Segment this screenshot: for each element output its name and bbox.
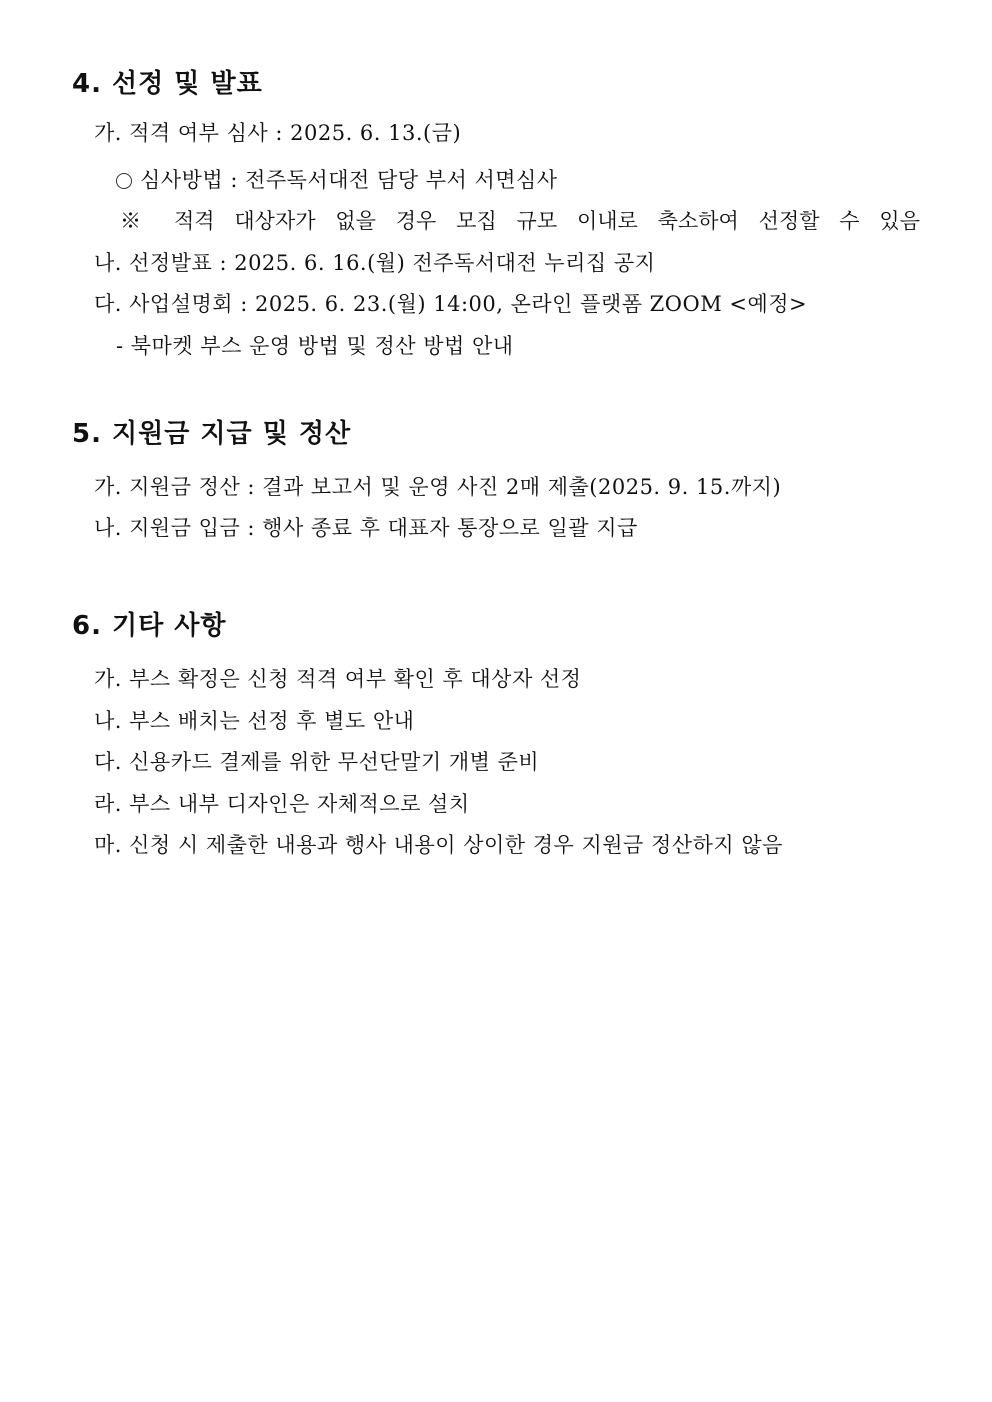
section-4-review-method — [116, 166, 558, 194]
section-5-title: 5. 지원금 지급 및 정산 — [72, 419, 352, 449]
section-4-dash-item: - 북마켓 부스 운영 방법 및 정산 방법 안내 — [116, 334, 514, 358]
section-4-item-ga: 가. 적격 여부 심사 : 2025. 6. 13.(금) — [94, 121, 462, 145]
section-4-note: ※ 적격 대상자가 없을 경우 모집 규모 이내로 축소하여 선정할 수 있음 — [120, 209, 920, 233]
section-5-item-na: 나. 지원금 입금 : 행사 종료 후 대표자 통장으로 일괄 지급 — [94, 516, 638, 540]
section-6-item-ma: 마. 신청 시 제출한 내용과 행사 내용이 상이한 경우 지원금 정산하지 않음 — [94, 833, 783, 857]
circle-bullet-icon — [116, 173, 132, 189]
section-6-item-na: 나. 부스 배치는 선정 후 별도 안내 — [94, 709, 415, 733]
section-4-title: 4. 선정 및 발표 — [72, 69, 263, 99]
section-6-item-da: 다. 신용카드 결제를 위한 무선단말기 개별 준비 — [94, 750, 540, 774]
section-6-item-ga: 가. 부스 확정은 신청 적격 여부 확인 후 대상자 선정 — [94, 667, 582, 691]
section-6-title: 6. 기타 사항 — [72, 611, 227, 641]
section-4-item-na: 나. 선정발표 : 2025. 6. 16.(월) 전주독서대전 누리집 공지 — [94, 251, 656, 275]
section-5-item-ga: 가. 지원금 정산 : 결과 보고서 및 운영 사진 2매 제출(2025. 9. 15.까지) — [94, 475, 782, 499]
section-4-item-da: 다. 사업설명회 : 2025. 6. 23.(월) 14:00, 온라인 플랫폼 ZOOM <예정> — [94, 292, 808, 316]
section-6-item-ra: 라. 부스 내부 디자인은 자체적으로 설치 — [94, 792, 470, 816]
review-method-text: 심사방법 : 전주독서대전 담당 부서 서면심사 — [140, 168, 558, 192]
